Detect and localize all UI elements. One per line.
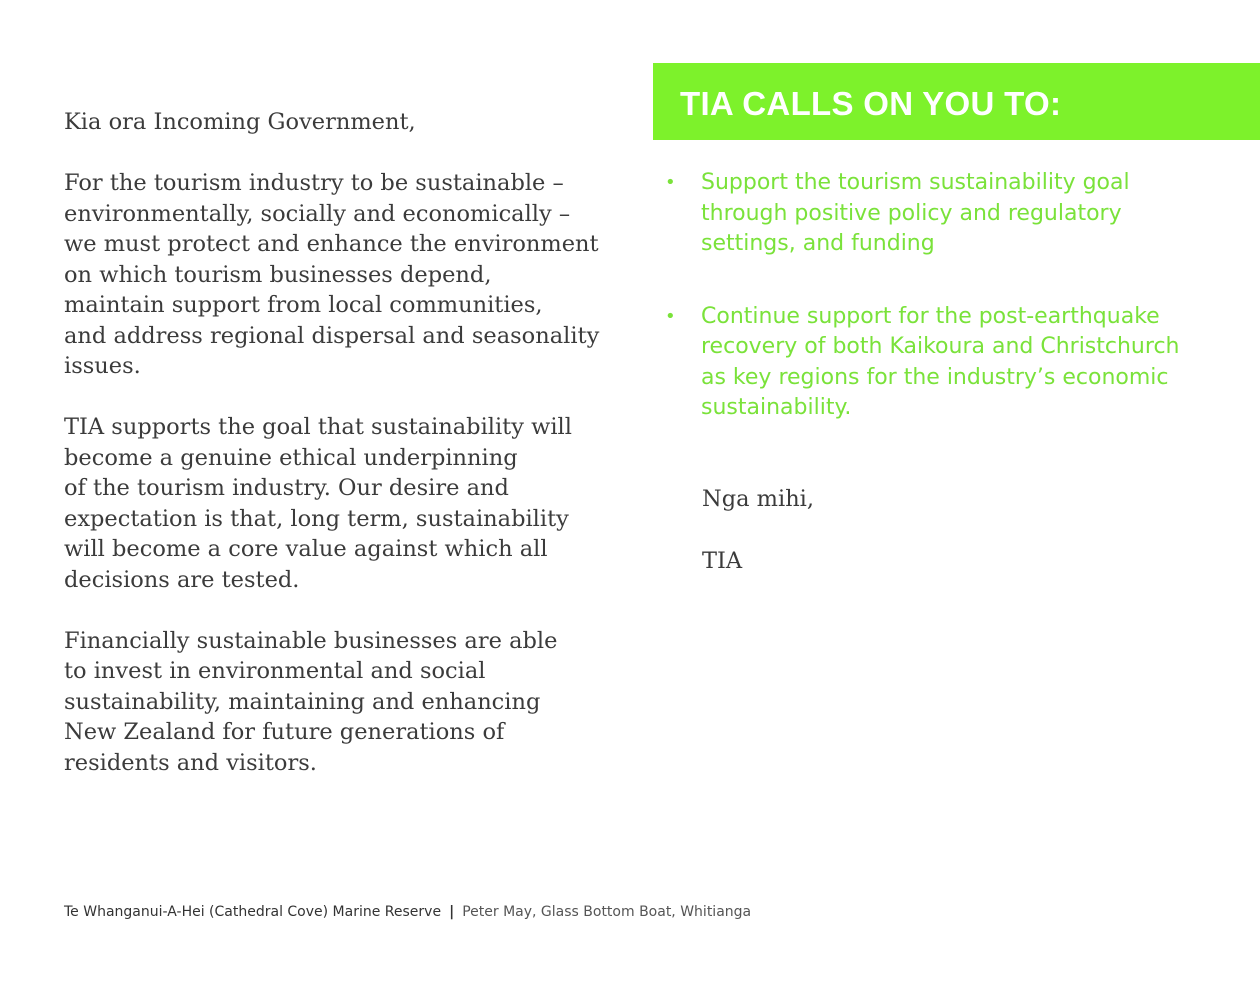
letter-paragraph: TIA supports the goal that sustainability will become a genuine ethical underpinning of the tourism industry. Our desire and expectation is that, long term, sustainability will become a core value against which all decisions are tested. bbox=[64, 414, 572, 593]
letter-body bbox=[64, 107, 624, 809]
signature-text: TIA bbox=[702, 547, 743, 574]
letter-paragraph: For the tourism industry to be sustainable – environmentally, socially and economically – we must protect and enhance the environment on which tourism businesses depend, maintain support from local communities, and address regional dispersal and seasonality issues. bbox=[64, 170, 600, 379]
list-item bbox=[665, 302, 1225, 424]
letter-greeting: Kia ora Incoming Government, bbox=[64, 109, 416, 135]
signoff bbox=[702, 484, 814, 607]
photo-caption bbox=[64, 904, 751, 920]
caption-credit: Peter May, Glass Bottom Boat, Whitianga bbox=[462, 904, 752, 920]
list-item bbox=[665, 168, 1225, 260]
list-item-text: Continue support for the post-earthquake recovery of both Kaikoura and Christchurch as key regions for the industry’s economic sustainability. bbox=[701, 303, 1180, 420]
bullet-icon: • bbox=[665, 305, 676, 327]
bullet-icon: • bbox=[665, 172, 676, 193]
caption-location: Te Whanganui-A-Hei (Cathedral Cove) Marine Reserve bbox=[64, 904, 442, 920]
callout-banner bbox=[653, 63, 1260, 140]
closing-text: Nga mihi, bbox=[702, 486, 815, 512]
letter-paragraph: Financially sustainable businesses are able to invest in environmental and social sustainability, maintaining and enhancing New Zealand for future generations of residents and visitors. bbox=[64, 627, 558, 776]
callout-list bbox=[665, 168, 1225, 466]
callout-title: TIA CALLS ON YOU TO: bbox=[680, 85, 1062, 122]
list-item-text: Support the tourism sustainability goal through positive policy and regulatory settings, and funding bbox=[701, 170, 1130, 256]
caption-separator: | bbox=[449, 904, 455, 920]
